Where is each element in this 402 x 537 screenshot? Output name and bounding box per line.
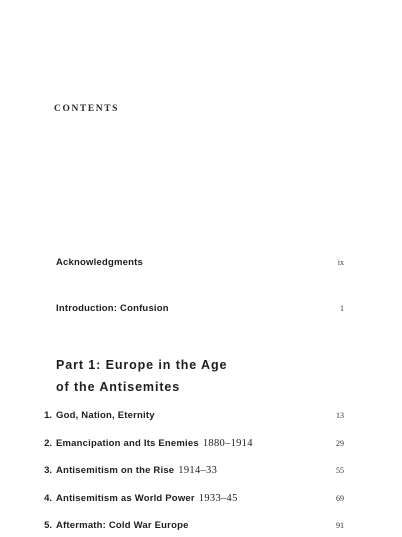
- toc-entry-page: ix: [337, 258, 344, 267]
- part-heading-line: of the Antisemites: [56, 380, 181, 394]
- toc-chapter-1[interactable]: [0, 410, 402, 424]
- toc-entry-introduction[interactable]: [0, 303, 402, 317]
- chapter-years: 1914–33: [178, 465, 218, 476]
- chapter-title: [56, 410, 155, 421]
- part-heading-line: Part 1: Europe in the Age: [56, 358, 228, 372]
- toc-entry-title: Introduction: Confusion: [56, 303, 169, 314]
- toc-entry-title: Acknowledgments: [56, 257, 143, 268]
- toc-chapter-2[interactable]: [0, 438, 402, 452]
- chapter-title: [56, 493, 238, 504]
- toc-entry-page: 1: [340, 304, 344, 313]
- chapter-page: 91: [336, 521, 344, 530]
- chapter-title-text: Emancipation and Its Enemies: [56, 438, 199, 449]
- chapter-number: 1.: [44, 410, 52, 421]
- chapter-title-text: God, Nation, Eternity: [56, 410, 155, 421]
- chapter-title: [56, 465, 217, 476]
- chapter-title: [56, 520, 189, 531]
- chapter-number: 5.: [44, 520, 52, 531]
- chapter-number: 2.: [44, 438, 52, 449]
- toc-entry-acknowledgments[interactable]: [0, 257, 402, 271]
- chapter-title: [56, 438, 253, 449]
- chapter-years: 1933–45: [198, 493, 238, 504]
- toc-chapter-5[interactable]: [0, 520, 402, 534]
- chapter-title-text: Aftermath: Cold War Europe: [56, 520, 189, 531]
- toc-chapter-3[interactable]: [0, 465, 402, 479]
- chapter-title-text: Antisemitism as World Power: [56, 493, 195, 504]
- chapter-title-text: Antisemitism on the Rise: [56, 465, 175, 476]
- chapter-number: 3.: [44, 465, 52, 476]
- chapter-page: 13: [336, 411, 344, 420]
- part-heading: [56, 354, 227, 398]
- chapter-number: 4.: [44, 493, 52, 504]
- chapter-page: 29: [336, 439, 344, 448]
- chapter-years: 1880–1914: [202, 438, 253, 449]
- contents-heading: CONTENTS: [54, 104, 120, 114]
- chapter-page: 55: [336, 466, 344, 475]
- chapter-page: 69: [336, 494, 344, 503]
- toc-chapter-4[interactable]: [0, 493, 402, 507]
